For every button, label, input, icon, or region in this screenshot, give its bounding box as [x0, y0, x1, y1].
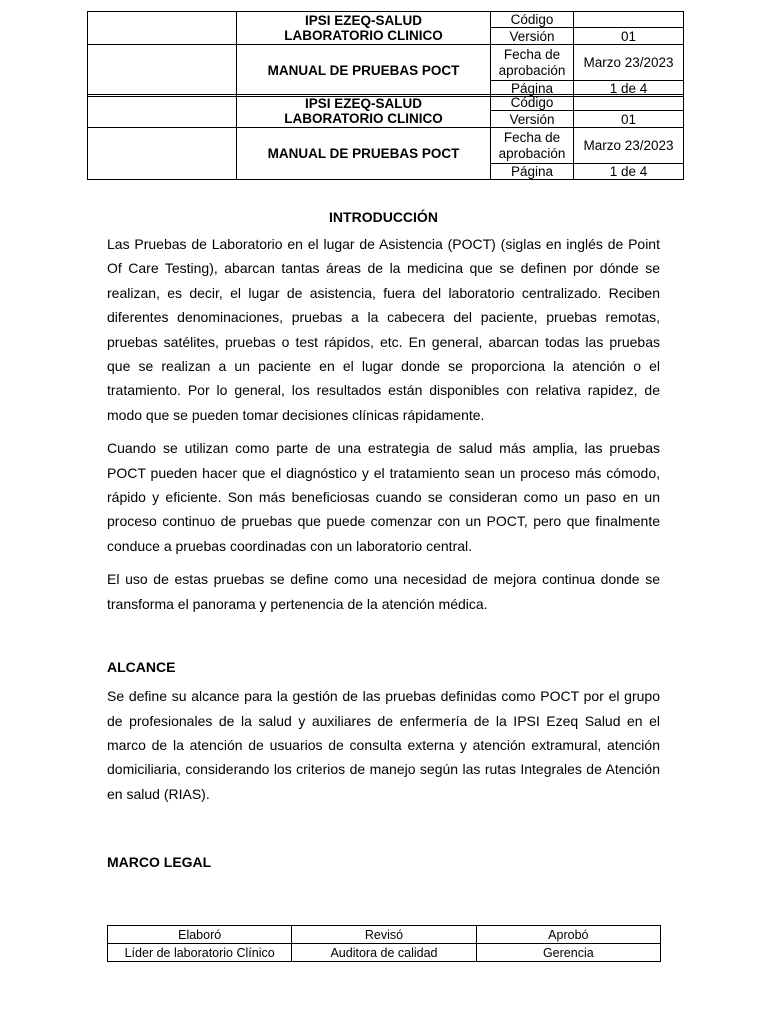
version-value: 01 [574, 28, 684, 45]
elaboro-value: Líder de laboratorio Clínico [108, 944, 292, 962]
aprobo-header: Aprobó [476, 926, 660, 944]
organization-name: IPSI EZEQ-SALUD LABORATORIO CLINICO [237, 95, 491, 128]
intro-paragraph-2: Cuando se utilizan como parte de una estrategia de salud más amplia, las pruebas POCT pueden hacer que el diagnóstico y el tratamiento sean un proceso más cómodo, rápido y eficiente. Son más beneficiosas cuando se consideran como un paso en un proceso continuo de pruebas que puede comenzar con un POCT, pero que finalmente conduce a pruebas coordinadas con un laboratorio central. [107, 440, 660, 554]
alcance-paragraph: Se define su alcance para la gestión de las pruebas definidas como POCT por el grupo de profesionales de la salud y auxiliares de enfermería de la IPSI Ezeq Salud en el marco de la atención de usuarios de consulta externa y atención extramural, atención domiciliaria, considerando los criterios de manejo según las rutas Integrales de Atención en salud (RIAS). [107, 688, 660, 802]
fecha-value: Marzo 23/2023 [574, 45, 684, 80]
codigo-label: Código [491, 12, 574, 28]
intro-paragraph-1: Las Pruebas de Laboratorio en el lugar de Asistencia (POCT) (siglas en inglés de Point Of Care Testing), abarcan tantas áreas de la medicina que se definen por dónde se realizan, es decir, el lugar de asistencia, fuera del laboratorio centralizado. Reciben diferentes denominaciones, pruebas a la cabecera del paciente, pruebas remotas, pruebas satélites, pruebas o test rápidos, etc. En general, abarcan todas las pruebas que se realizan a un paciente en el lugar donde se proporciona la atención o el tratamiento. Por lo general, los resultados están disponibles con relativa rapidez, de modo que se pueden tomar decisiones clínicas rápidamente. [107, 236, 660, 423]
version-value: 01 [574, 111, 684, 128]
reviso-header: Revisó [292, 926, 476, 944]
codigo-label: Código [491, 95, 574, 111]
logo-cell [88, 12, 237, 45]
aprobo-value: Gerencia [476, 944, 660, 962]
pagina-value: 1 de 4 [574, 163, 684, 179]
manual-title: MANUAL DE PRUEBAS POCT [237, 128, 491, 180]
logo-cell-lower [88, 128, 237, 180]
fecha-label: Fecha de aprobación [491, 128, 574, 163]
intro-paragraph-3: El uso de estas pruebas se define como una necesidad de mejora continua donde se transforma el panorama y pertenencia de la atención médica. [107, 571, 660, 612]
logo-cell-lower [88, 45, 237, 97]
document-body [107, 205, 660, 874]
pagina-label: Página [491, 80, 574, 96]
organization-name: IPSI EZEQ-SALUD LABORATORIO CLINICO [237, 12, 491, 45]
reviso-value: Auditora de calidad [292, 944, 476, 962]
fecha-value: Marzo 23/2023 [574, 128, 684, 163]
version-label: Versión [491, 111, 574, 128]
alcance-heading: ALCANCE [107, 659, 176, 676]
version-label: Versión [491, 28, 574, 45]
manual-title: MANUAL DE PRUEBAS POCT [237, 45, 491, 97]
pagina-label: Página [491, 163, 574, 179]
elaboro-header: Elaboró [108, 926, 292, 944]
marco-legal-heading: MARCO LEGAL [107, 854, 212, 871]
codigo-value [574, 12, 684, 28]
fecha-label: Fecha de aprobación [491, 45, 574, 80]
logo-cell [88, 95, 237, 128]
introduccion-heading: INTRODUCCIÓN [329, 209, 438, 225]
approval-table [107, 925, 661, 962]
document-header-repeat [87, 94, 684, 180]
codigo-value [574, 95, 684, 111]
document-header [87, 11, 684, 97]
pagina-value: 1 de 4 [574, 80, 684, 96]
